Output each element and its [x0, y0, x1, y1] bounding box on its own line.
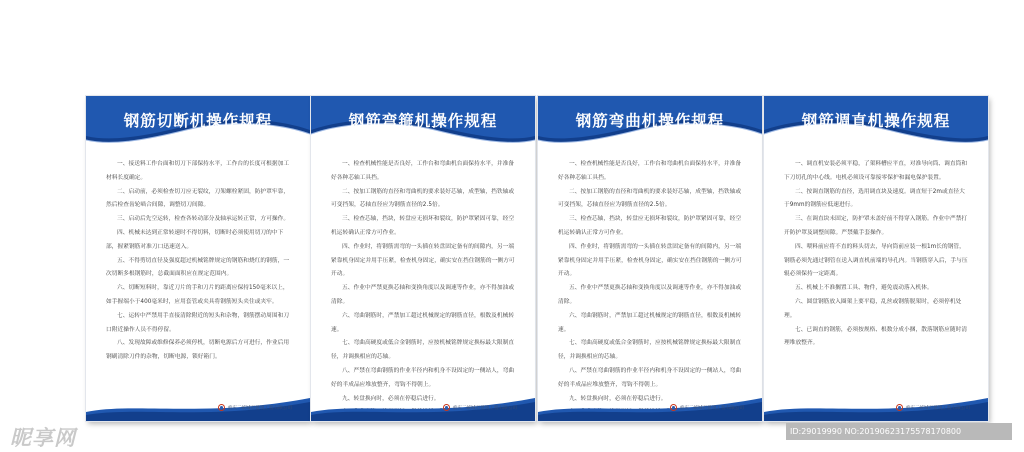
- rule-paragraph: 八、发现故障或维修保养必须停机，切断电源后方可进行，作业后用钢刷清除刀件的杂物，切断电源，锁好箱门。: [106, 340, 290, 361]
- company-logo-icon: [670, 404, 677, 411]
- board-title: 钢筋弯曲机操作规程: [575, 112, 725, 130]
- board-footer: [538, 392, 762, 421]
- rule-paragraph: 七、运转中严禁用手直接清除附近的短头和杂物，钢筋摆动周围和刀口附近操作人员不得停留。: [106, 312, 290, 333]
- rule-paragraph: 五、作业中严禁更换芯轴和变换角度以及调速等作业，亦不得加油或清除。: [331, 285, 515, 305]
- rule-paragraph: 八、严禁在弯曲钢筋的作业半径内和机身不设固定的一侧站人，弯曲好的半成品应堆放整齐，弯钩不得朝上。: [331, 367, 515, 388]
- rule-paragraph: 三、启动后先空运转，检查各转动部分及轴承运转正常，方可操作。: [117, 216, 290, 223]
- rule-paragraph: 七、弯曲高硬度或低合金钢筋时，应按机械铭牌规定换标最大限制直径，并调换相应的芯轴。: [558, 340, 742, 361]
- board-title: 钢筋弯箍机操作规程: [348, 112, 498, 130]
- sign-boards-group: [86, 96, 1008, 421]
- board-footer: [86, 392, 310, 421]
- rule-paragraph: 七、弯曲高硬度或低合金钢筋时，应按机械铭牌规定换标最大限制直径，并调换相应的芯轴。: [331, 340, 515, 361]
- rule-paragraph: 四、机械未达到正常转速时不得切料，切断时必须使用切刀的中下部，握紧钢筋对准刀口迅速送入。: [106, 229, 284, 250]
- rule-paragraph: 一、检查机械性能是否良好，工作台和弯曲机台面保持水平，并准备好各种芯轴工具挡。: [331, 161, 515, 181]
- board-header: [311, 96, 535, 162]
- rule-paragraph: 三、检查芯轴，挡块，转盘应无损坏和裂纹，防护罩紧固可靠，经空机运转确认正常方可作业。: [558, 216, 742, 236]
- rule-paragraph: 一、检查机械性能是否良好，工作台和弯曲机台面保持水平，并准备好各种芯轴工具挡。: [558, 161, 742, 181]
- board-rules-text: [331, 158, 517, 420]
- board-header: [538, 96, 762, 162]
- rule-paragraph: 八、严禁在弯曲钢筋的作业半径内和机身不设固定的一侧站人，弯曲好的半成品应堆放整齐，弯钩不得朝上。: [558, 367, 742, 388]
- rule-paragraph: 六、圆盘钢筋放入圈架上要平稳，乱丝或钢筋脱架时，必须停机处理。: [784, 298, 962, 319]
- rule-paragraph: 五、不得剪切直径及强度超过机械铭牌规定的钢筋和烧红的钢筋，一次切断多根钢筋时，总截面面积应在规定范围内。: [106, 257, 290, 278]
- rule-paragraph: 五、机械上不准搁置工具、物件，避免震动落入机体。: [795, 285, 933, 292]
- site-watermark: 昵享网: [10, 426, 76, 450]
- image-id-bar: ID:29019990 NO:20190623175578170800: [786, 423, 1012, 440]
- company-name: 重庆二峡城市建筑工程有限公司: [218, 404, 292, 411]
- rule-paragraph: 四、作业时，将钢筋需弯的一头插在转盘固定备有的间隙内，另一端紧靠机身固定并用手压紧，检查机身固定，确实安在挡住钢筋的一侧方可开动。: [331, 243, 515, 278]
- rule-paragraph: 一、接送料工作台面和切刀下部保持水平，工作台的长度可根据加工材料长度确定。: [106, 161, 290, 181]
- sign-board-cutting: [86, 96, 310, 421]
- sign-board-straightening: [764, 96, 988, 421]
- rule-paragraph: 一、调直机安装必须平稳，了架料槽应平直，对准导向筒、调直筒和下刀切孔的中心线。电机必须设可靠接零保护和漏电保护装置。: [784, 161, 968, 181]
- board-footer: [764, 392, 988, 421]
- board-title: 钢筋切断机操作规程: [123, 112, 273, 130]
- board-rules-text: [106, 158, 292, 365]
- rule-paragraph: 二、按加工钢筋的直径和弯曲机的要求装好芯轴，成型轴，挡铁轴或可变挡架，芯轴直径应为钢筋直径的2.5倍。: [331, 188, 515, 209]
- board-footer: [311, 392, 535, 421]
- rule-paragraph: 七、已调直的钢筋，必须按规格、根数分成小捆，散落钢筋应随时清理堆放整齐。: [784, 326, 968, 347]
- company-logo-icon: [896, 404, 903, 411]
- company-logo-icon: [443, 404, 450, 411]
- sign-board-bending: [538, 96, 762, 421]
- rule-paragraph: 九、转盘换向时，必须在停稳后进行。: [569, 395, 667, 402]
- rule-paragraph: 五、作业中严禁更换芯轴和变换角度以及调速等作业，亦不得加油或清除。: [558, 285, 742, 305]
- company-name: 重庆二峡城市建筑工程有限公司: [670, 404, 744, 411]
- rule-paragraph: 六、弯曲钢筋时，严禁加工超过机械规定的钢筋直径，根数及机械转速。: [558, 312, 742, 333]
- company-logo-icon: [218, 404, 225, 411]
- board-header: [86, 96, 310, 162]
- rule-paragraph: 九、转盘换向时，必须在停稳后进行。: [342, 395, 440, 402]
- board-header: [764, 96, 988, 162]
- rule-paragraph: 六、切断短料时，靠近刀片的手和刀片的距离应保持150毫米以上，如手握端小于400毫米时，应用套管或夹具将钢筋短头夹住或夹牢。: [106, 285, 289, 305]
- rule-paragraph: 四、喂料前应将不直的料头切去，导向筒前应装一根1m长的钢管，钢筋必须先通过钢管在送入调直机前端的导孔内。当钢筋穿入后，手与压辊必须保持一定距离。: [784, 243, 968, 278]
- rule-paragraph: 四、作业时，将钢筋需弯的一头插在转盘固定备有的间隙内，另一端紧靠机身固定并用手压紧，检查机身固定，确实安在挡住钢筋的一侧方可开动。: [558, 243, 742, 278]
- rule-paragraph: 二、启动前，必须检查切刀应无裂纹，刀架螺栓紧固，防护罩牢靠，然后检查齿轮啮合间隙，调整切刀间隙。: [106, 188, 290, 209]
- rule-paragraph: 二、按调直钢筋的直径，选用调直块及速度。调直短于2m或直径大于9mm的钢筋应低速进行。: [784, 188, 965, 209]
- rule-paragraph: 三、在调直块未固定，防护罩未盖好前不得穿入钢筋。作业中严禁打开防护罩及调整间隙。严禁戴手套操作。: [784, 216, 968, 236]
- board-title: 钢筋调直机操作规程: [801, 112, 951, 130]
- board-rules-text: [784, 158, 970, 351]
- board-rules-text: [558, 158, 744, 420]
- rule-paragraph: 三、检查芯轴，挡块，转盘应无损坏和裂纹，防护罩紧固可靠，经空机运转确认正常方可作业。: [331, 216, 515, 236]
- company-name: 重庆二峡城市建筑工程有限公司: [896, 404, 970, 411]
- company-name: 重庆二峡城市建筑工程有限公司: [443, 404, 517, 411]
- sign-board-stirrup-bending: [311, 96, 535, 421]
- rule-paragraph: 二、按加工钢筋的直径和弯曲机的要求装好芯轴，成型轴，挡铁轴或可变挡架，芯轴直径应为钢筋直径的2.5倍。: [558, 188, 742, 209]
- rule-paragraph: 六、弯曲钢筋时，严禁加工超过机械规定的钢筋直径，根数及机械转速。: [331, 312, 515, 333]
